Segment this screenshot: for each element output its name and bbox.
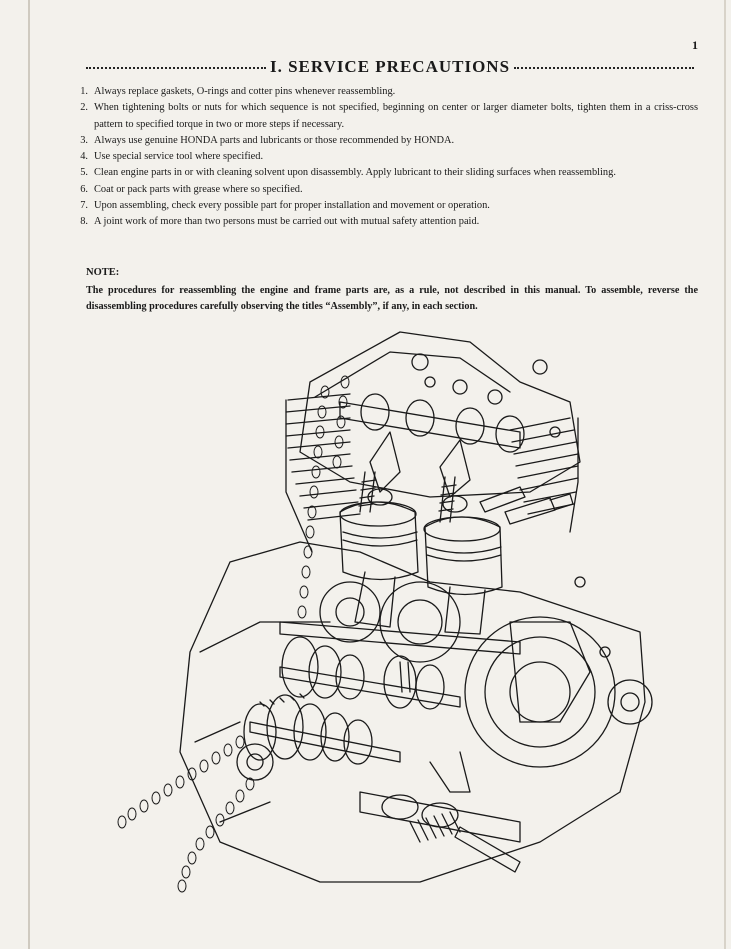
- precautions-list: [68, 84, 698, 231]
- precaution-item: [68, 100, 698, 133]
- drive-chain: [118, 736, 254, 892]
- precaution-number: 4.: [80, 151, 88, 163]
- page-number: 1: [692, 38, 698, 52]
- heading-rule-left: [86, 67, 266, 69]
- precaution-number: 6.: [80, 183, 88, 195]
- drive-sprocket: [237, 744, 273, 780]
- precaution-item: [68, 133, 698, 149]
- camshaft: [340, 394, 524, 452]
- note-block: [86, 266, 698, 315]
- note-label: NOTE:: [86, 267, 120, 278]
- precaution-text: Use special service tool where specified.: [94, 151, 264, 163]
- page-right-edge: [724, 0, 726, 949]
- precaution-text: When tightening bolts or nuts for which sequence is not specified, beginning on center or larger diameter bolts, tighten them in a criss-cross pattern to specified torque in two or more steps if necessary.: [94, 102, 698, 130]
- note-text: The procedures for reassembling the engine and frame parts are, as a rule, not described in this manual. To assemble, reverse the disassembling procedures carefully observing the titles “Assembly”, if any, in each section.: [86, 285, 698, 312]
- crankcase: [180, 542, 645, 882]
- precaution-number: 1.: [80, 86, 88, 97]
- precaution-text: A joint work of more than two persons must be carried out with mutual safety attention paid.: [94, 216, 480, 228]
- precaution-item: [68, 214, 698, 230]
- precaution-item: [68, 149, 698, 165]
- precaution-number: 3.: [80, 134, 88, 146]
- cylinder-head: [300, 332, 580, 497]
- precaution-text: Always use genuine HONDA parts and lubricants or those recommended by HONDA.: [94, 134, 455, 146]
- precaution-item: [68, 198, 698, 214]
- precaution-number: 8.: [80, 216, 88, 228]
- engine-cutaway-illustration: [100, 322, 700, 922]
- rocker-arms: [368, 432, 470, 512]
- precaution-text: Clean engine parts in or with cleaning solvent upon disassembly. Apply lubricant to their sliding surfaces when reassembling.: [94, 167, 616, 179]
- section-title: I. SERVICE PRECAUTIONS: [269, 57, 511, 76]
- page-binding-edge: [28, 0, 30, 949]
- precaution-text: Always replace gaskets, O-rings and cotter pins whenever reassembling.: [94, 86, 396, 97]
- heading-rule-right: [514, 67, 694, 69]
- precaution-number: 2.: [80, 102, 88, 114]
- precaution-item: [68, 182, 698, 198]
- precaution-number: 5.: [80, 167, 88, 179]
- precaution-number: 7.: [80, 200, 88, 212]
- precaution-text: Coat or pack parts with grease where so specified.: [94, 183, 303, 195]
- precaution-item: [68, 84, 698, 100]
- precaution-item: [68, 165, 698, 181]
- transmission-gears: [244, 637, 460, 764]
- precaution-text: Upon assembling, check every possible part for proper installation and movement or operation.: [94, 200, 490, 212]
- section-heading: [86, 56, 694, 78]
- kickstarter-spring: [410, 812, 520, 872]
